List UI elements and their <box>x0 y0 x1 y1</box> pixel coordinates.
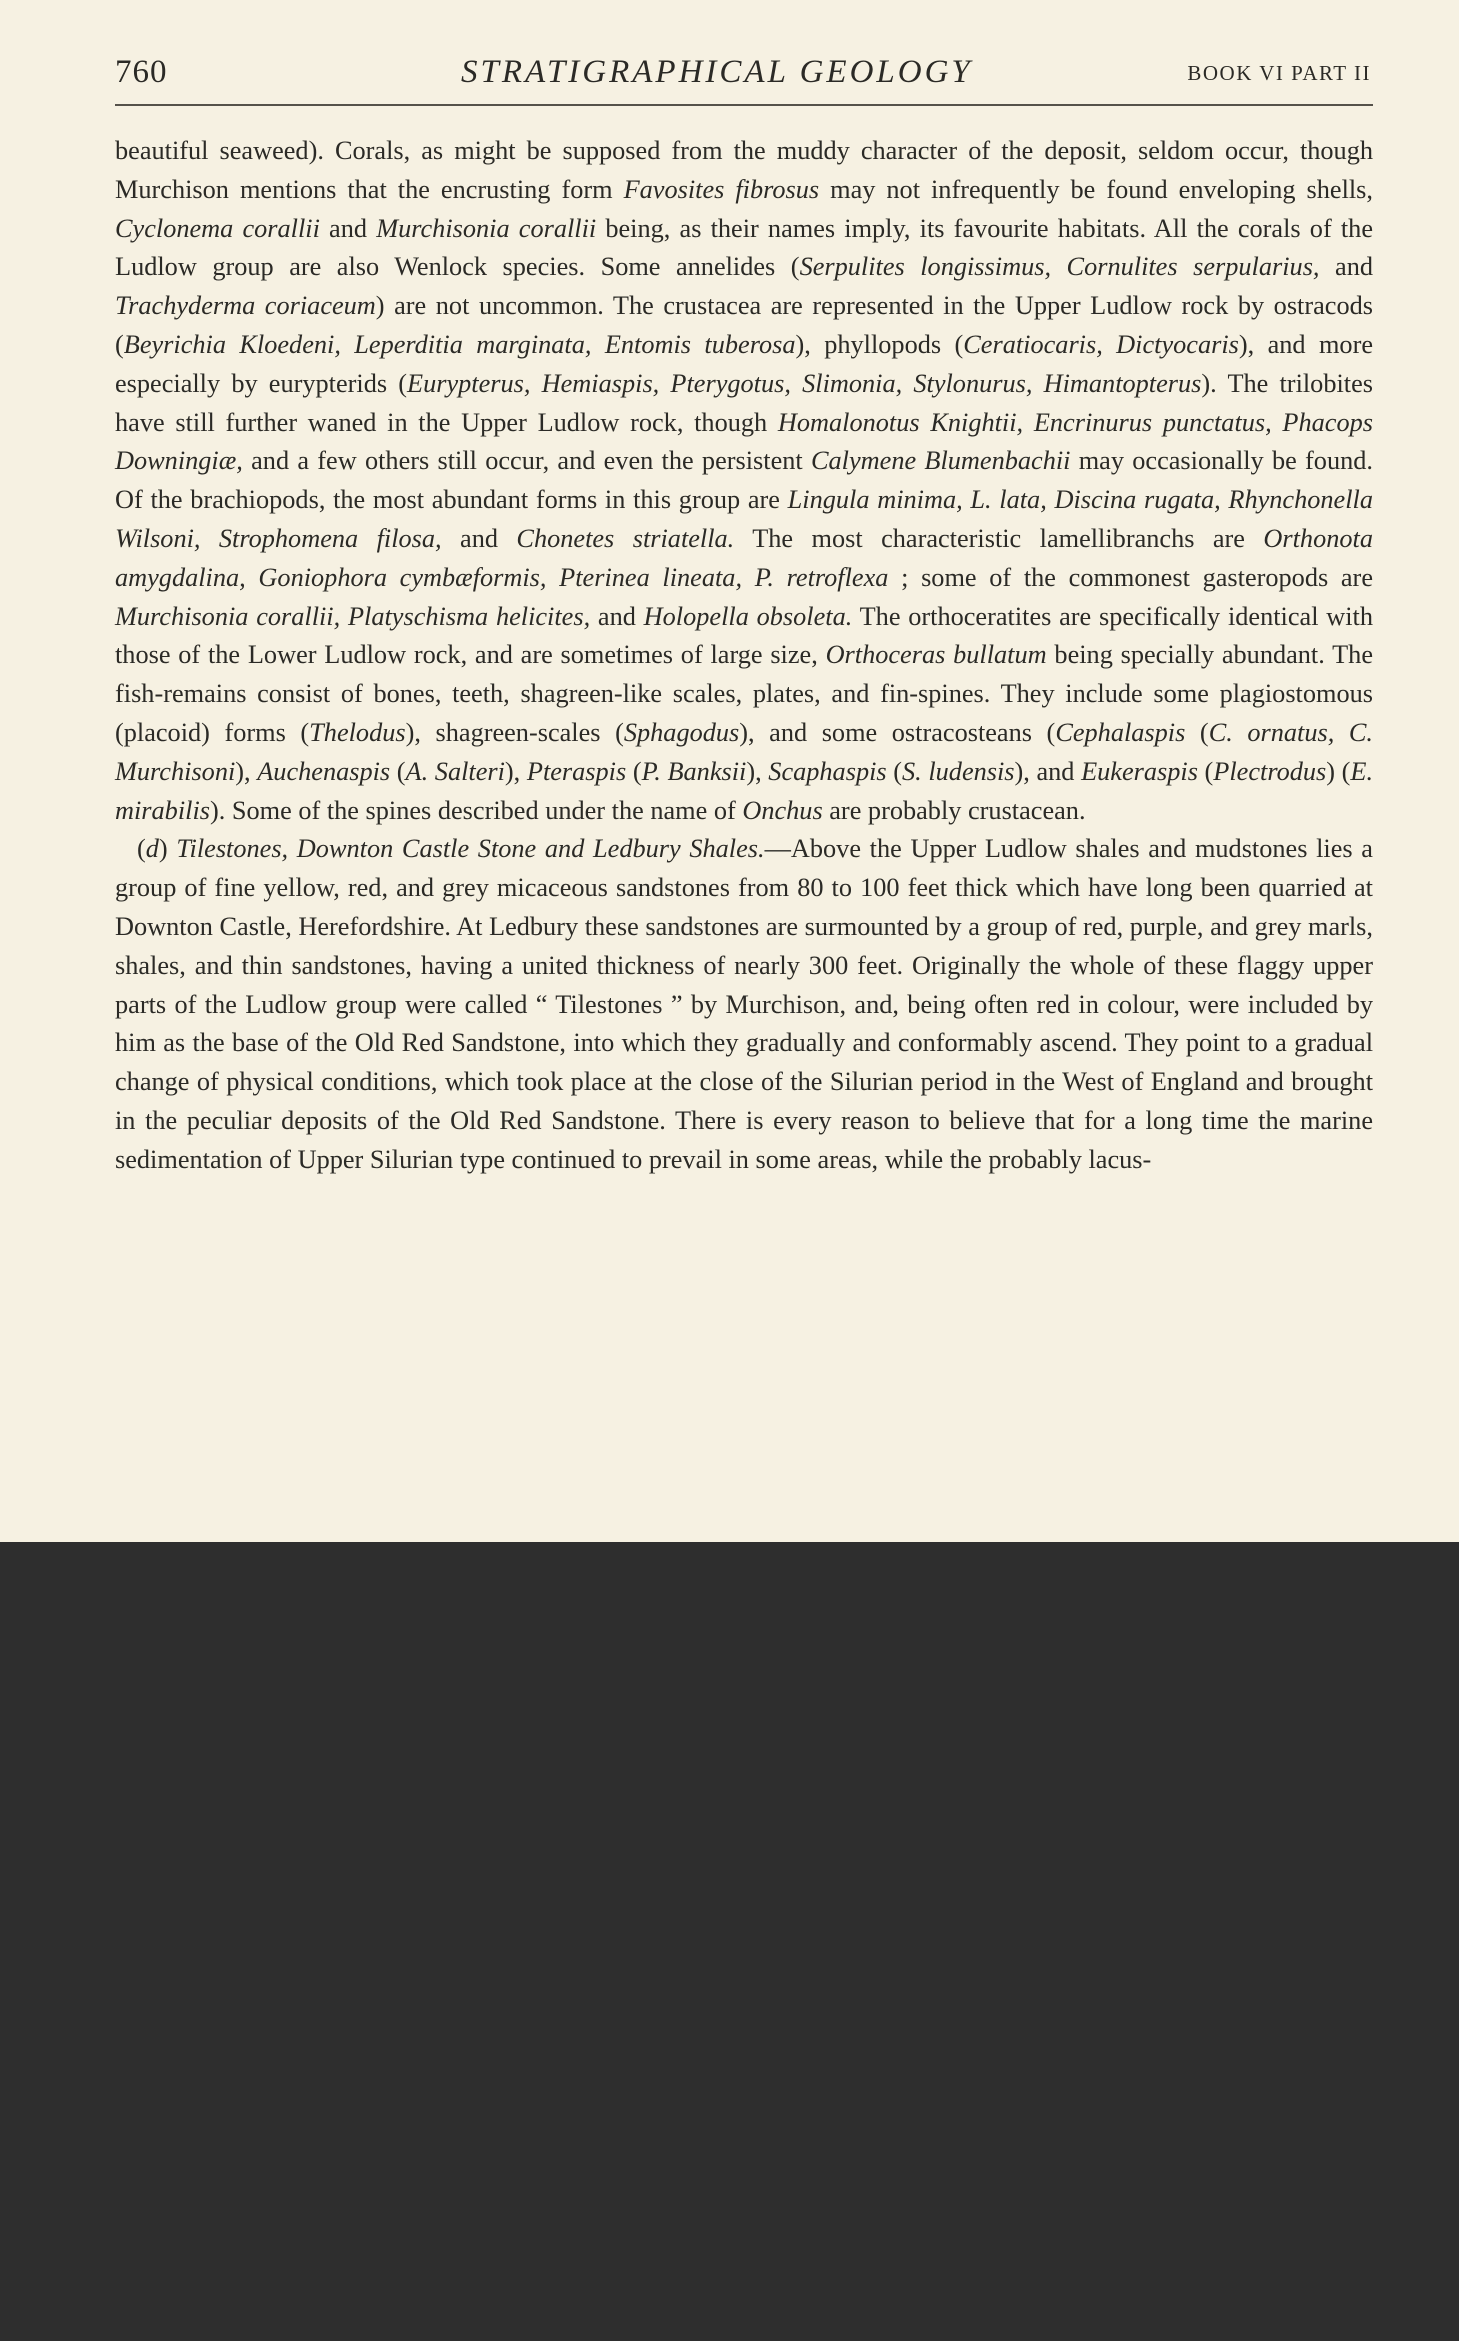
text-run: ( <box>886 756 903 786</box>
species-name: Eukeraspis <box>1081 756 1198 786</box>
section-letter: d <box>145 834 159 864</box>
species-name: Cephalaspis <box>1055 717 1186 747</box>
text-run: ), shagreen-scales ( <box>405 717 624 747</box>
species-name: Pteraspis <box>526 756 627 786</box>
species-name: Beyrichia Kloedeni, Leperditia marginata, Entomis tuberosa <box>123 329 796 359</box>
text-run: and <box>590 601 644 631</box>
text-run: ) <box>158 834 177 864</box>
page-header <box>115 50 1373 100</box>
species-name: Orthoceras bullatum <box>825 640 1047 670</box>
body-text <box>115 132 1373 1180</box>
text-run: ), and more especially by eurypterids ( <box>115 329 1373 398</box>
species-name: Auchenaspis <box>257 756 391 786</box>
text-run: —Above the Upper Ludlow shales and mudstones lies a group of fine yellow, red, and grey micaceous sandstones from 80 to 100 feet thick which have long been quarried at Downton Castle, Herefordshire. At Ledbury these sandstones are surmounted by a group of red, purple, and grey marls, shales, and thin sandstones, having a united thickness of nearly 300 feet. Originally the whole of these flaggy upper parts of the Ludlow group were called “ Tilestones ” by Murchison, and, being often red in colour, were included by him as the base of the Old Red Sandstone, into which they gradually and conformably ascend. They point to a gradual change of physical conditions, which took place at the close of the Silurian period in the West of England and brought in the peculiar deposits of the Old Red Sandstone. There is every reason to believe that for a long time the marine sedimentation of Upper Silurian type continued to prevail in some areas, while the probably lacus- <box>115 834 1373 1174</box>
species-name: Lingula minima, L. lata, Discina rugata, Rhynchonella Wilsoni, Strophomena filosa, <box>115 485 1373 553</box>
text-run: ( <box>137 834 146 864</box>
text-run: ), phyllopods ( <box>795 329 964 359</box>
text-run: may occasionally be found. Of the brachiopods, the most abundant forms in this group are <box>115 446 1373 515</box>
page-number: 760 <box>115 54 168 90</box>
species-name: Serpulites longissimus, Cornulites serpularius, <box>799 252 1320 282</box>
text-run: and <box>319 213 377 243</box>
species-name: Cyclonema corallii <box>115 213 320 243</box>
species-name: Plectrodus <box>1213 756 1327 786</box>
text-run: ) are not uncommon. The crustacea are represented in the Upper Ludlow rock by ostracods ( <box>115 291 1373 359</box>
text-run: and <box>441 523 517 553</box>
text-run: are probably crustacean. <box>822 795 1086 825</box>
text-run: ). The trilobites have still further waned in the Upper Ludlow rock, though <box>115 368 1373 437</box>
text-run: ), and <box>1014 756 1082 786</box>
species-name: Homalonotus Knightii, Encrinurus punctatus, Phacops Downingiæ, <box>115 407 1373 476</box>
species-name: Thelodus <box>309 717 406 747</box>
text-run: ), <box>504 756 527 786</box>
species-name: Scaphaspis <box>768 756 887 786</box>
species-name: E. mirabilis <box>115 756 1374 825</box>
species-name: Favosites fibrosus <box>623 174 820 204</box>
text-run: ( <box>1185 717 1209 747</box>
species-name: Sphagodus <box>623 717 740 747</box>
text-run: The orthoceratites are specifically identical with those of the Lower Ludlow rock, and are sometimes of large size, <box>115 601 1374 670</box>
species-name: Holopella obsoleta. <box>643 601 853 631</box>
paragraph-fossils <box>115 132 1373 830</box>
paragraph-tilestones <box>115 830 1373 1179</box>
text-run: ( <box>390 756 406 786</box>
species-name: Eurypterus, Hemiaspis, Pterygotus, Slimonia, Stylonurus, Himantopterus <box>407 368 1202 398</box>
background-area <box>0 1542 1459 2341</box>
species-name: A. Salteri <box>405 756 505 786</box>
header-rule <box>115 104 1373 106</box>
species-name: Murchisonia corallii <box>376 213 597 243</box>
text-run: ( <box>1197 756 1214 786</box>
text-run: ), <box>235 756 258 786</box>
species-name: Chonetes striatella. <box>516 523 735 553</box>
text-run: The most characteristic lamellibranchs are <box>734 523 1264 553</box>
text-run: ) ( <box>1326 756 1351 786</box>
species-name: S. ludensis <box>902 756 1015 786</box>
text-run: being specially abundant. The fish-remains consist of bones, teeth, shagreen-like scales, plates, and fin-spines. They include some plagiostomous (placoid) forms ( <box>115 640 1373 747</box>
text-run: ; some of the commonest gasteropods are <box>888 562 1373 592</box>
text-run: ), and some ostracosteans ( <box>739 717 1056 747</box>
text-run: ), <box>746 756 769 786</box>
species-name: Orthonota amygdalina, Goniophora cymbæformis, Pterinea lineata, P. retroflexa <box>115 523 1373 592</box>
running-title: STRATIGRAPHICAL GEOLOGY <box>461 54 973 90</box>
text-run: being, as their names imply, its favourite habitats. All the corals of the Ludlow group are also Wenlock species. Some annelides ( <box>115 213 1373 282</box>
species-name: C. ornatus, C. Murchisoni <box>115 717 1373 786</box>
species-name: Murchisonia corallii, Platyschisma helicites, <box>115 601 591 631</box>
text-run: and <box>1319 252 1373 282</box>
text-run: may not infrequently be found enveloping shells, <box>819 174 1373 204</box>
section-heading: Tilestones, Downton Castle Stone and Ledbury Shales. <box>176 834 765 864</box>
species-name: Ceratiocaris, Dictyocaris <box>963 329 1239 359</box>
species-name: Onchus <box>742 795 823 825</box>
text-run: ( <box>626 756 642 786</box>
species-name: Calymene Blumenbachii <box>810 446 1071 476</box>
text-run: ). Some of the spines described under the name of <box>209 795 743 825</box>
text-run: beautiful seaweed). Corals, as might be supposed from the muddy character of the deposit, seldom occur, though Murchison mentions that the encrusting form <box>115 136 1373 204</box>
species-name: P. Banksii <box>641 756 747 786</box>
species-name: Trachyderma coriaceum <box>115 291 376 321</box>
text-run: and a few others still occur, and even the persistent <box>242 446 811 476</box>
book-part-label: BOOK VI PART II <box>1187 61 1371 85</box>
